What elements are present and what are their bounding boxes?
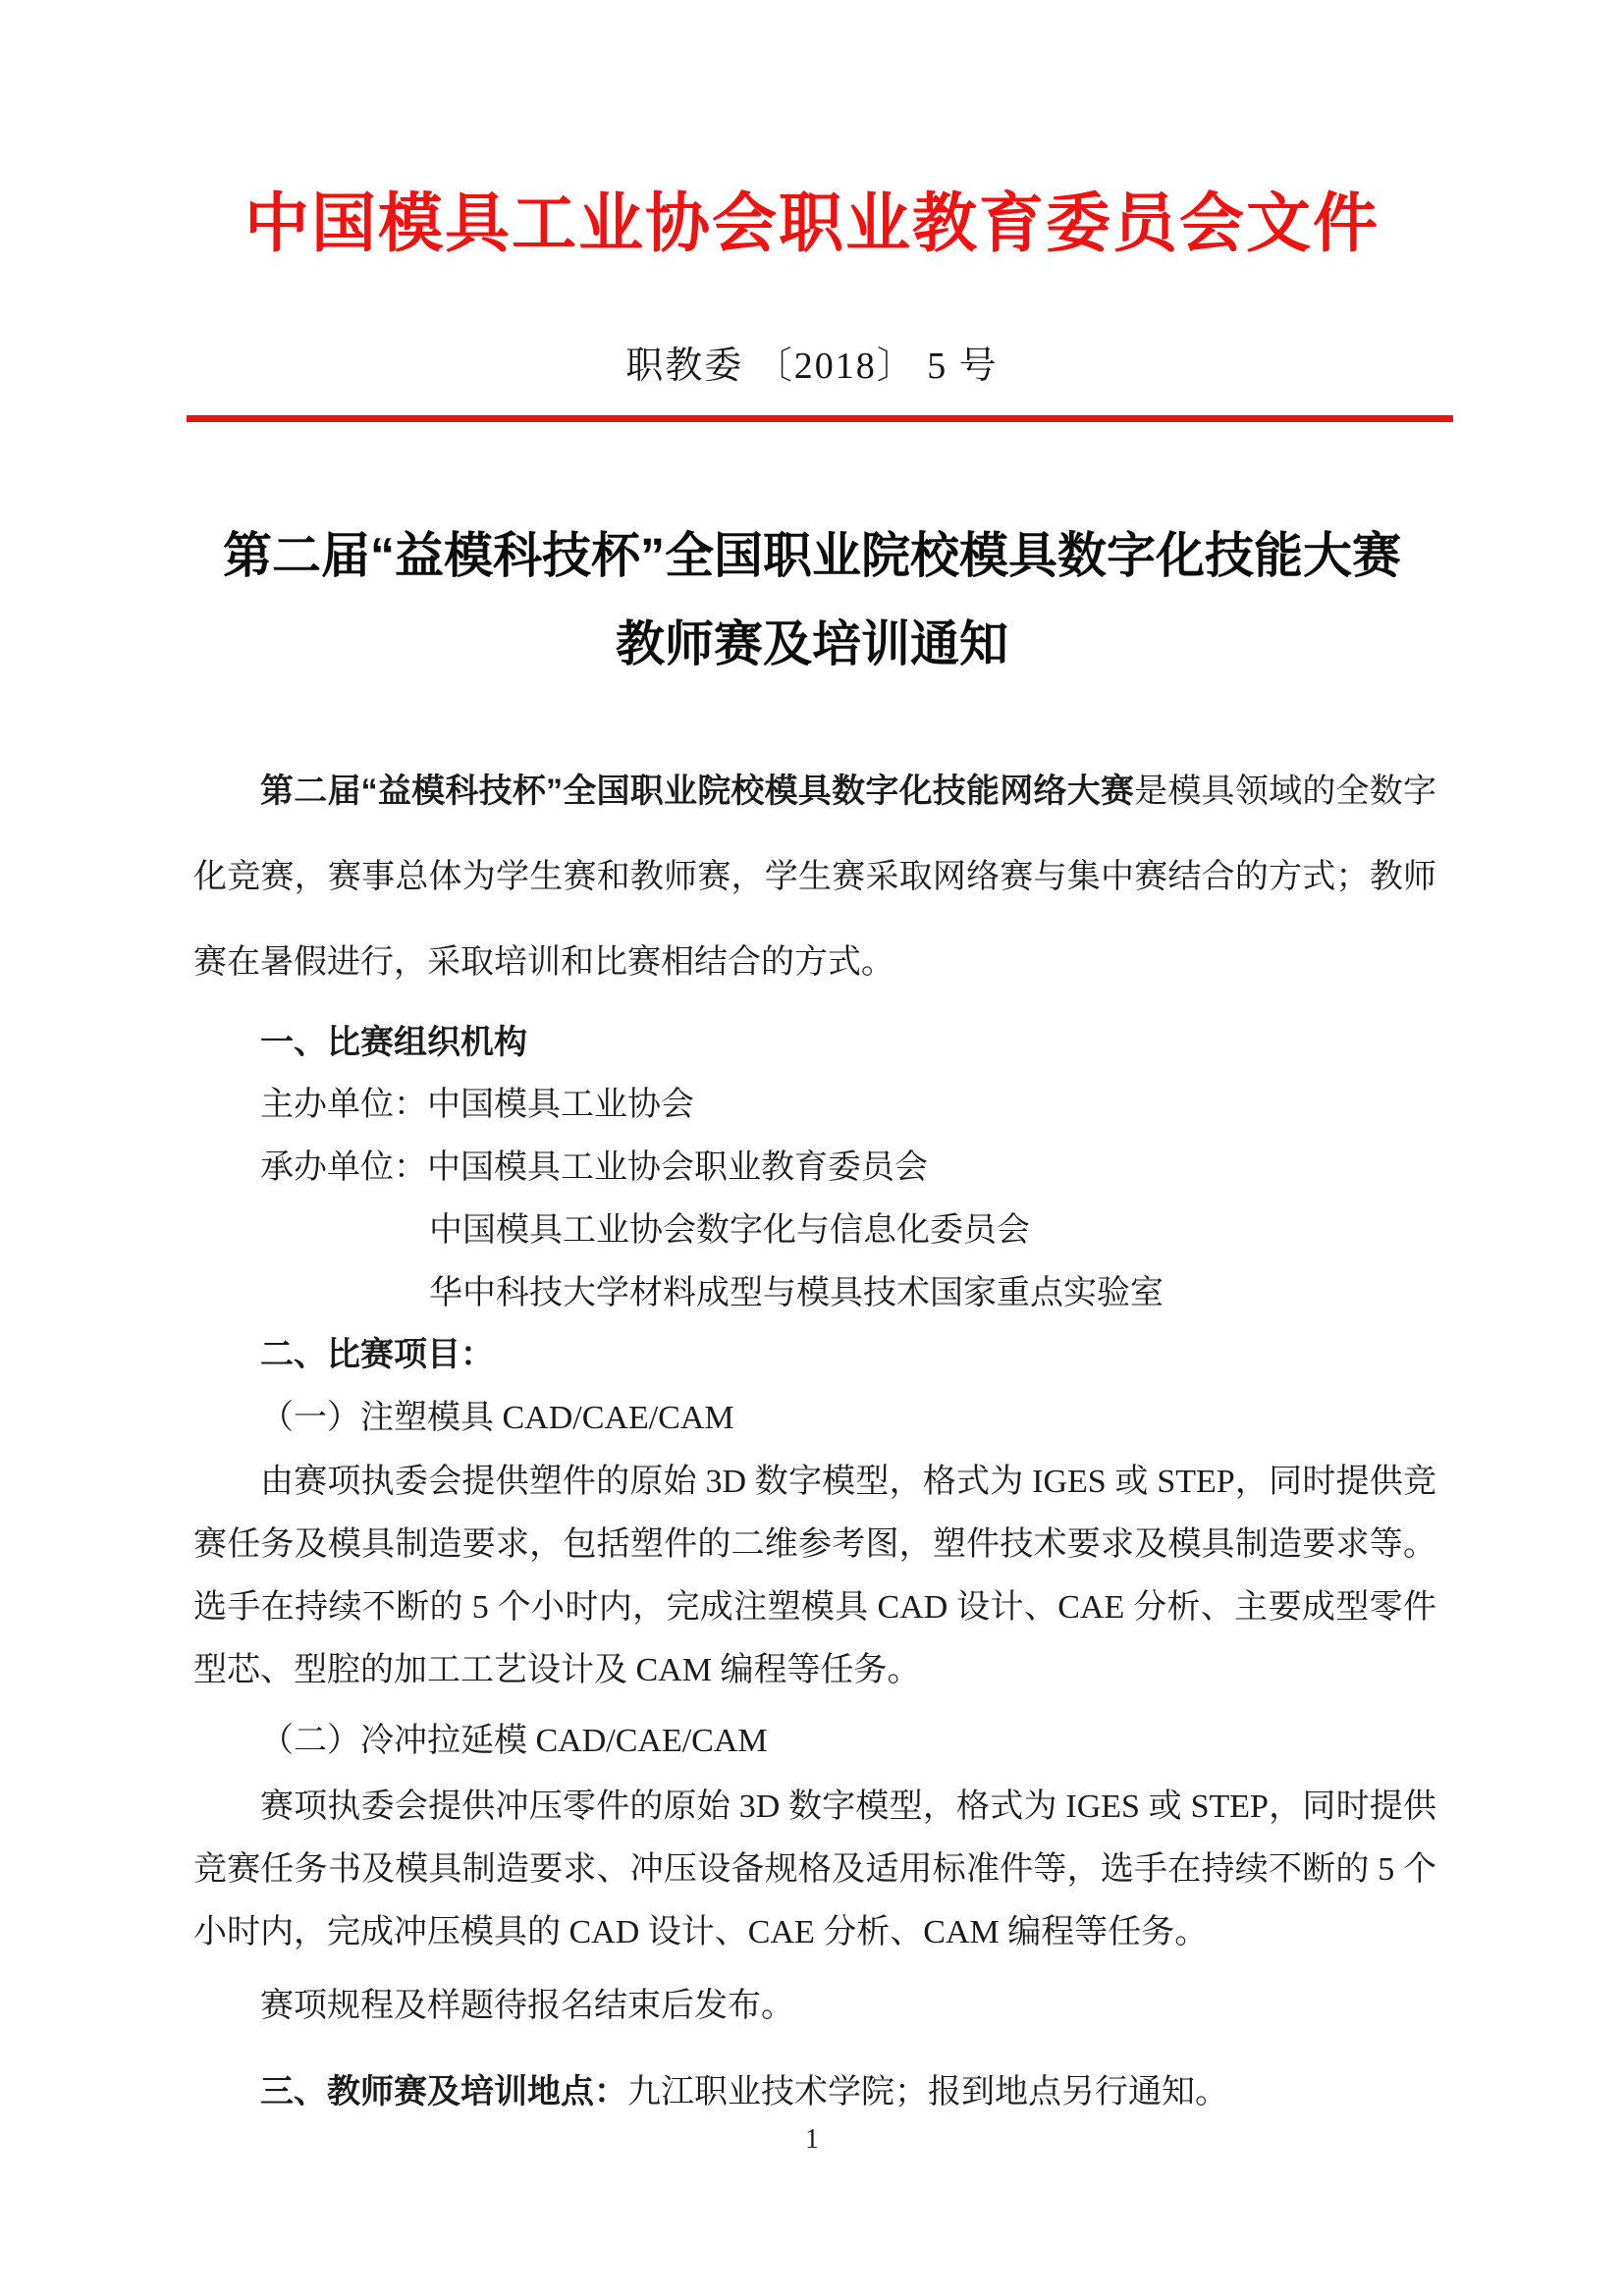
host-unit-line: 主办单位：中国模具工业协会 — [260, 1087, 694, 1123]
organizer-unit-line: 承办单位：中国模具工业协会职业教育委员会 — [260, 1149, 928, 1186]
organization-section — [193, 1011, 1436, 1325]
document-title-line1: 第二届“益模科技杯”全国职业院校模具数字化技能大赛 — [223, 528, 1401, 583]
letterhead-red-rule — [187, 415, 1453, 422]
rules-release-note: 赛项规程及样题待报名结束后发布。 — [260, 1988, 794, 2024]
intro-paragraph-rest: 是模具领域的全数字化竞赛，赛事总体为学生赛和教师赛，学生赛采取网络赛与集中赛结合的方式；教师赛在暑假进行，采取培训和比赛相结合的方式。 — [193, 774, 1437, 981]
section3-text: 九江职业技术学院；报到地点另行通知。 — [627, 2074, 1228, 2110]
organizer-unit-line-2: 中国模具工业协会数字化与信息化委员会 — [429, 1212, 1030, 1249]
section3-line — [193, 2060, 1436, 2124]
event1-description: 由赛项执委会提供塑件的原始 3D 数字模型，格式为 IGES 或 STEP，同时提供竞赛任务及模具制造要求，包括塑件的二维参考图，塑件技术要求及模具制造要求等。选手在持续不断的 5 个小时内，完成注塑模具 CAD 设计、CAE 分析、主要成型零件型芯、型腔的加工工艺设计及 CAM 编程等任务。 — [193, 1464, 1436, 1688]
organizer-unit-line-3: 华中科技大学材料成型与模具技术国家重点实验室 — [429, 1275, 1164, 1311]
document-number: 职教委 〔2018〕 5 号 — [625, 346, 999, 387]
section2-heading: 二、比赛项目： — [260, 1336, 494, 1373]
document-title-line2: 教师赛及培训通知 — [616, 616, 1008, 671]
intro-paragraph — [193, 749, 1436, 1005]
section3-heading: 三、教师赛及培训地点： — [260, 2073, 627, 2110]
section1-heading: 一、比赛组织机构 — [260, 1024, 527, 1061]
letterhead-org-title: 中国模具工业协会职业教育委员会文件 — [244, 188, 1380, 260]
event2-description: 赛项执委会提供冲压零件的原始 3D 数字模型，格式为 IGES 或 STEP，同时提供竞赛任务书及模具制造要求、冲压设备规格及适用标准件等，选手在持续不断的 5 个小时内，完成冲压模具的 CAD 设计、CAE 分析、CAM 编程等任务。 — [193, 1789, 1436, 1950]
event2-title: （二）冷冲拉延模 CAD/CAE/CAM — [260, 1723, 768, 1759]
event1-title: （一）注塑模具 CAD/CAE/CAM — [260, 1400, 734, 1436]
document-title — [0, 511, 1624, 688]
page-number: 1 — [805, 2124, 819, 2155]
intro-paragraph-bold-run: 第二届“益模科技杯”全国职业院校模具数字化技能网络大赛 — [260, 773, 1135, 810]
